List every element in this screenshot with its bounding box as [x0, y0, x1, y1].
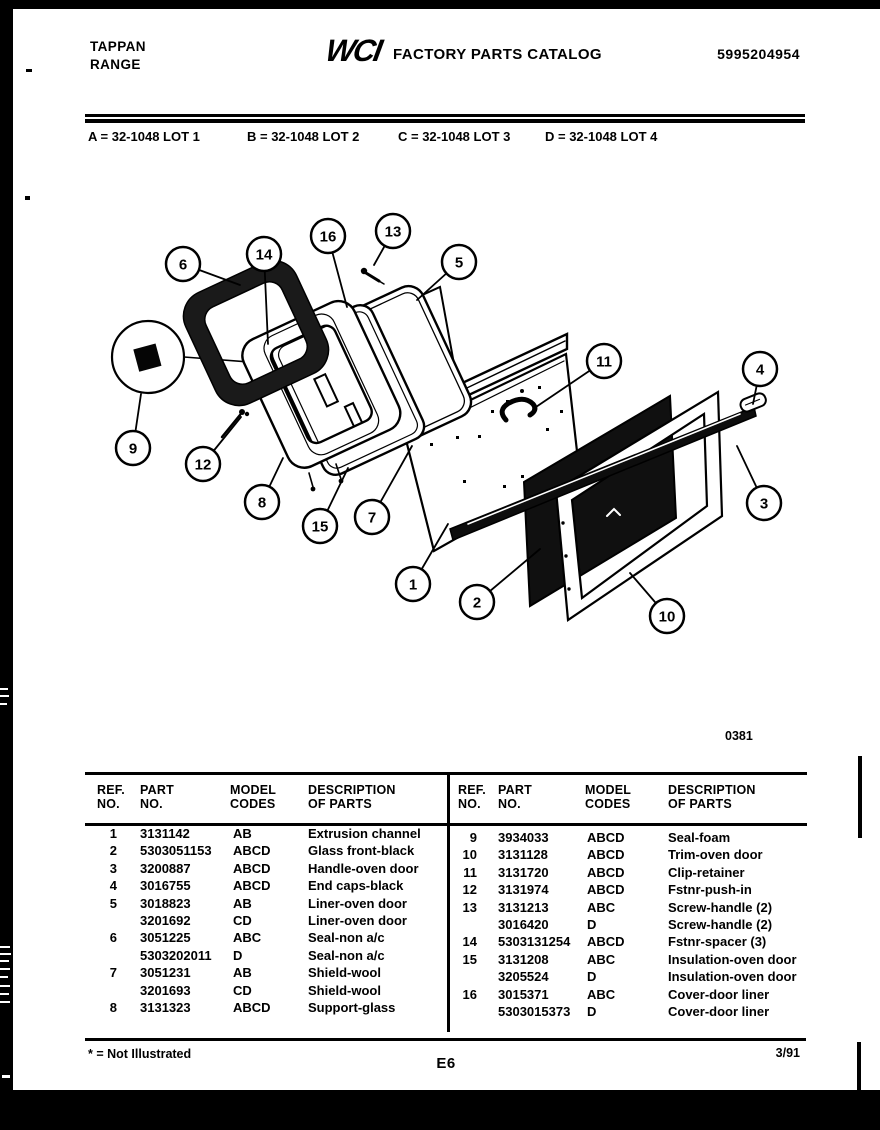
cell-codes: AB [233, 965, 252, 981]
table-row [455, 968, 807, 985]
scan-speck-1 [26, 69, 32, 72]
svg-text:14: 14 [255, 246, 273, 264]
cell-part: 3131213 [498, 899, 549, 915]
date-code: 3/91 [775, 1046, 800, 1060]
cell-ref: 13 [462, 899, 477, 915]
cell-desc: Cover-door liner [668, 1003, 770, 1019]
scan-mark-right-1 [858, 756, 862, 838]
table-row [455, 1003, 807, 1020]
not-illustrated-note: * = Not Illustrated [88, 1047, 192, 1061]
parts-table [85, 772, 807, 1037]
svg-text:3: 3 [759, 495, 769, 513]
figure-code: 0381 [725, 729, 753, 743]
table-row [95, 895, 445, 912]
cell-desc: Seal-non a/c [308, 930, 385, 946]
legend-item: C = 32-1048 LOT 3 [398, 129, 511, 144]
table-row [455, 899, 807, 916]
table-header: REF. NO. PART NO. MODEL CODES DESCRIPTION OF PARTS [97, 783, 396, 811]
screw-handle [361, 268, 384, 284]
cell-codes: CD [233, 982, 252, 998]
cell-part: 3018823 [140, 895, 191, 911]
svg-text:10: 10 [658, 608, 676, 626]
cell-part: 3131974 [498, 882, 549, 898]
header-rule-bottom [85, 119, 805, 123]
cell-ref: 2 [109, 843, 117, 859]
cell-codes: ABCD [233, 878, 271, 894]
callout-13 [374, 214, 410, 265]
svg-text:8: 8 [257, 494, 267, 512]
table-row [455, 829, 807, 846]
callout-10 [630, 573, 684, 633]
cell-ref: 10 [462, 847, 477, 863]
cell-part: 3051225 [140, 930, 191, 946]
table-row [455, 951, 807, 968]
cell-codes: CD [233, 912, 252, 928]
cell-ref: 3 [109, 860, 117, 876]
table-divider [447, 772, 450, 1032]
table-row [95, 842, 445, 859]
fastener-detail-view [112, 321, 184, 393]
cell-ref: 14 [462, 934, 477, 950]
svg-text:12: 12 [194, 456, 212, 474]
cell-part: 3200887 [140, 860, 191, 876]
cell-codes: ABC [587, 986, 616, 1002]
parts-table-left [95, 775, 445, 1016]
cell-part: 3131142 [140, 826, 190, 841]
cell-ref [455, 968, 477, 985]
table-row [455, 864, 807, 881]
catalog-title: FACTORY PARTS CATALOG [393, 46, 602, 63]
cell-part: 5303202011 [140, 947, 212, 963]
callout-12 [186, 417, 241, 481]
cell-codes: ABCD [587, 882, 625, 898]
cell-ref [455, 1003, 477, 1020]
cell-part: 5303131254 [498, 934, 571, 950]
cell-codes: ABCD [587, 934, 625, 950]
cell-desc: Liner-oven door [308, 912, 407, 928]
cell-desc: Screw-handle (2) [668, 916, 773, 932]
callout-9 [116, 394, 150, 465]
svg-text:2: 2 [472, 594, 482, 612]
cell-desc: Fstnr-push-in [668, 882, 752, 898]
cell-ref: 5 [109, 895, 117, 911]
scan-edge-bottom [0, 1090, 880, 1130]
table-row [455, 916, 807, 933]
cell-desc: Screw-handle (2) [668, 899, 773, 915]
cell-part: 3131720 [498, 864, 549, 880]
legend-item: A = 32-1048 LOT 1 [88, 129, 200, 144]
cell-ref: 11 [463, 864, 477, 880]
cell-part: 3015371 [498, 986, 549, 1002]
callout-8 [245, 458, 283, 519]
scan-edge-top [0, 0, 880, 9]
table-header: REF. NO. PART NO. MODEL CODES DESCRIPTION OF PARTS [458, 783, 756, 811]
table-row [95, 964, 445, 981]
table-header-rule [85, 823, 807, 826]
table-row [95, 947, 445, 964]
cell-codes: ABCD [587, 864, 625, 880]
cell-ref: 16 [462, 986, 477, 1002]
cell-part: 3934033 [498, 830, 549, 845]
svg-text:11: 11 [596, 353, 612, 371]
cell-desc: Seal-non a/c [308, 947, 385, 963]
cell-part: 5303015373 [498, 1003, 571, 1019]
cell-desc: End caps-black [308, 878, 404, 894]
brand-line-2: RANGE [90, 57, 141, 72]
cell-codes: ABC [587, 899, 616, 915]
svg-text:1: 1 [408, 576, 418, 594]
parts-table-right [455, 775, 807, 1020]
cell-codes: ABCD [587, 847, 625, 863]
cell-codes: ABC [233, 930, 262, 946]
cell-ref [455, 916, 477, 933]
cell-codes: ABCD [587, 830, 625, 845]
cell-codes: D [587, 916, 597, 932]
cell-part: 3051231 [140, 965, 191, 981]
scan-mark-right-2 [857, 1042, 861, 1096]
footer-rule [85, 1038, 806, 1041]
table-row [95, 929, 445, 946]
cell-desc: Clip-retainer [668, 864, 745, 880]
cell-desc: Shield-wool [308, 965, 381, 981]
cell-codes: ABC [587, 951, 616, 967]
callout-3 [737, 446, 781, 520]
svg-text:5: 5 [454, 254, 464, 272]
table-rows-right [455, 829, 807, 1020]
publication-number: 5995204954 [717, 46, 800, 62]
cell-part: 3201692 [140, 912, 191, 928]
svg-text:9: 9 [128, 440, 138, 458]
cell-desc: Insulation-oven door [668, 951, 797, 967]
cell-codes: AB [233, 895, 252, 911]
wci-logo: WCI [323, 33, 384, 68]
table-row [455, 933, 807, 950]
table-row [455, 881, 807, 898]
cell-part: 5303051153 [140, 843, 212, 859]
cell-part: 3016420 [498, 916, 549, 932]
table-row [455, 986, 807, 1003]
cell-ref: 4 [109, 878, 117, 894]
callout-5 [417, 245, 476, 300]
cell-ref: 6 [109, 930, 117, 946]
cell-ref: 8 [109, 999, 117, 1015]
cell-part: 3131128 [498, 847, 548, 863]
table-row [95, 982, 445, 999]
cell-part: 3131323 [140, 999, 191, 1015]
svg-text:6: 6 [178, 256, 188, 274]
cell-ref: 15 [462, 951, 477, 967]
svg-text:7: 7 [367, 509, 377, 527]
svg-text:13: 13 [384, 223, 402, 241]
cell-codes: AB [233, 826, 252, 841]
brand-line-1: TAPPAN [90, 39, 146, 54]
legend-item: B = 32-1048 LOT 2 [247, 129, 360, 144]
cell-desc: Extrusion channel [308, 826, 421, 841]
header-rule-top [85, 114, 805, 117]
cell-ref: 7 [109, 965, 117, 981]
cell-desc: Shield-wool [308, 982, 381, 998]
table-row [95, 912, 445, 929]
svg-text:4: 4 [755, 361, 765, 379]
cell-desc: Handle-oven door [308, 860, 419, 876]
cell-part: 3016755 [140, 878, 191, 894]
table-row [95, 999, 445, 1016]
svg-text:15: 15 [311, 518, 329, 536]
brand-name [90, 38, 146, 74]
cell-codes: D [233, 947, 243, 963]
callout-16 [311, 219, 347, 307]
cell-ref: 9 [469, 830, 477, 845]
cell-desc: Fstnr-spacer (3) [668, 934, 767, 950]
legend-item: D = 32-1048 LOT 4 [545, 129, 658, 144]
table-row [455, 846, 807, 863]
cell-part: 3205524 [498, 969, 549, 985]
cell-part: 3201693 [140, 982, 191, 998]
cell-desc: Seal-foam [668, 830, 731, 845]
cell-codes: D [587, 969, 597, 985]
page-code: E6 [436, 1055, 456, 1072]
cell-codes: ABCD [233, 999, 271, 1015]
cell-ref [95, 912, 117, 929]
exploded-view-diagram [0, 160, 880, 760]
table-row [95, 860, 445, 877]
cell-desc: Glass front-black [308, 843, 415, 859]
cell-ref: 12 [462, 882, 477, 898]
cell-codes: D [587, 1003, 597, 1019]
cell-desc: Insulation-oven door [668, 969, 797, 985]
cell-desc: Support-glass [308, 999, 396, 1015]
cell-ref: 1 [109, 826, 117, 841]
cell-codes: ABCD [233, 860, 271, 876]
table-row [95, 877, 445, 894]
cell-desc: Cover-door liner [668, 986, 770, 1002]
table-row [95, 825, 445, 842]
cell-desc: Liner-oven door [308, 895, 407, 911]
cell-ref [95, 982, 117, 999]
cell-codes: ABCD [233, 843, 271, 859]
cell-ref [95, 947, 117, 964]
svg-text:16: 16 [319, 228, 337, 246]
table-rows-left [95, 825, 445, 1016]
cell-desc: Trim-oven door [668, 847, 763, 863]
cell-part: 3131208 [498, 951, 549, 967]
